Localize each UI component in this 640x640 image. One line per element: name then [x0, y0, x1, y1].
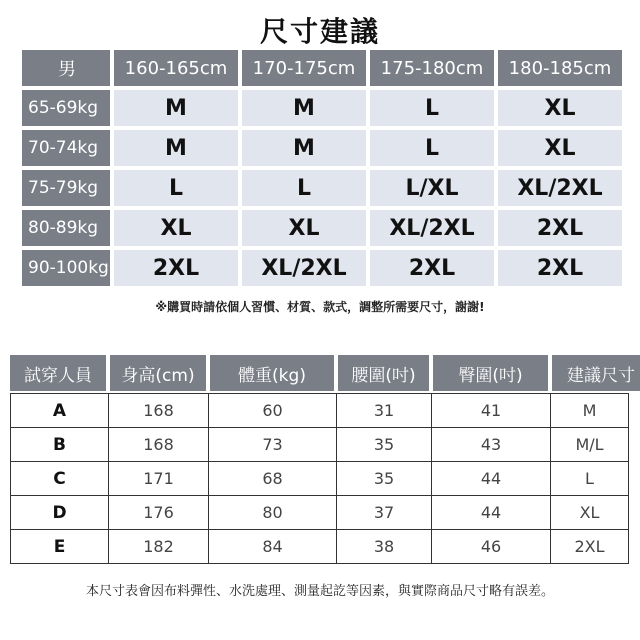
- size-cell: XL: [498, 130, 622, 166]
- tryon-header-weight: 體重(kg): [210, 355, 334, 391]
- size-cell: XL: [242, 210, 366, 246]
- corner-label: 男: [22, 50, 110, 86]
- size-cell: L/XL: [370, 170, 494, 206]
- tryon-header-hip: 臀圍(吋): [433, 355, 548, 391]
- tryon-header-size: 建議尺寸: [552, 355, 640, 391]
- tryon-size: L: [551, 462, 629, 496]
- size-cell: M: [242, 130, 366, 166]
- tryon-person: B: [11, 428, 109, 462]
- height-col-header: 175-180cm: [370, 50, 494, 86]
- tryon-weight: 84: [209, 530, 337, 564]
- tryon-waist: 31: [337, 394, 432, 428]
- table-row: [11, 462, 629, 496]
- tryon-waist: 35: [337, 462, 432, 496]
- height-col-header: 180-185cm: [498, 50, 622, 86]
- weight-row-header: 75-79kg: [22, 170, 110, 206]
- tryon-size: XL: [551, 496, 629, 530]
- tryon-header-height: 身高(cm): [110, 355, 206, 391]
- size-cell: M: [114, 130, 238, 166]
- size-adjust-note: ※購買時請依個人習慣、材質、款式，調整所需要尺寸，謝謝!: [155, 300, 485, 314]
- size-cell: M: [242, 90, 366, 126]
- table-row: [11, 496, 629, 530]
- tryon-header-person: 試穿人員: [10, 355, 106, 391]
- weight-row-header: 65-69kg: [22, 90, 110, 126]
- table-row: [11, 394, 629, 428]
- tryon-person: A: [11, 394, 109, 428]
- tryon-height: 168: [109, 428, 209, 462]
- page-title: 尺寸建議: [259, 15, 380, 48]
- tryon-weight: 60: [209, 394, 337, 428]
- tryon-waist: 37: [337, 496, 432, 530]
- height-col-header: 170-175cm: [242, 50, 366, 86]
- tryon-weight: 80: [209, 496, 337, 530]
- table-row: [11, 530, 629, 564]
- size-cell: 2XL: [370, 250, 494, 286]
- height-col-header: 160-165cm: [114, 50, 238, 86]
- tryon-person: C: [11, 462, 109, 496]
- size-cell: M: [114, 90, 238, 126]
- tryon-hip: 46: [432, 530, 551, 564]
- tryon-hip: 41: [432, 394, 551, 428]
- measurement-disclaimer: 本尺寸表會因布料彈性、水洗處理、測量起訖等因素，與實際商品尺寸略有誤差。: [85, 584, 554, 599]
- size-cell: L: [370, 130, 494, 166]
- tryon-hip: 43: [432, 428, 551, 462]
- weight-row-header: 80-89kg: [22, 210, 110, 246]
- size-cell: 2XL: [498, 210, 622, 246]
- tryon-waist: 35: [337, 428, 432, 462]
- tryon-size: M: [551, 394, 629, 428]
- tryon-waist: 38: [337, 530, 432, 564]
- tryon-weight: 68: [209, 462, 337, 496]
- tryon-size: 2XL: [551, 530, 629, 564]
- weight-row-header: 70-74kg: [22, 130, 110, 166]
- size-cell: XL/2XL: [242, 250, 366, 286]
- tryon-height: 176: [109, 496, 209, 530]
- tryon-table: [10, 393, 629, 564]
- size-cell: 2XL: [498, 250, 622, 286]
- size-cell: L: [242, 170, 366, 206]
- tryon-person: E: [11, 530, 109, 564]
- size-cell: XL: [498, 90, 622, 126]
- table-row: [11, 428, 629, 462]
- tryon-size: M/L: [551, 428, 629, 462]
- weight-row-header: 90-100kg: [22, 250, 110, 286]
- tryon-hip: 44: [432, 496, 551, 530]
- size-cell: XL/2XL: [498, 170, 622, 206]
- tryon-header-waist: 腰圍(吋): [338, 355, 429, 391]
- size-recommendation-grid: [22, 50, 622, 286]
- size-cell: XL/2XL: [370, 210, 494, 246]
- tryon-height: 168: [109, 394, 209, 428]
- tryon-weight: 73: [209, 428, 337, 462]
- size-cell: XL: [114, 210, 238, 246]
- size-cell: L: [114, 170, 238, 206]
- size-cell: 2XL: [114, 250, 238, 286]
- size-cell: L: [370, 90, 494, 126]
- tryon-person: D: [11, 496, 109, 530]
- tryon-height: 182: [109, 530, 209, 564]
- tryon-header-row: [10, 355, 640, 391]
- tryon-height: 171: [109, 462, 209, 496]
- tryon-hip: 44: [432, 462, 551, 496]
